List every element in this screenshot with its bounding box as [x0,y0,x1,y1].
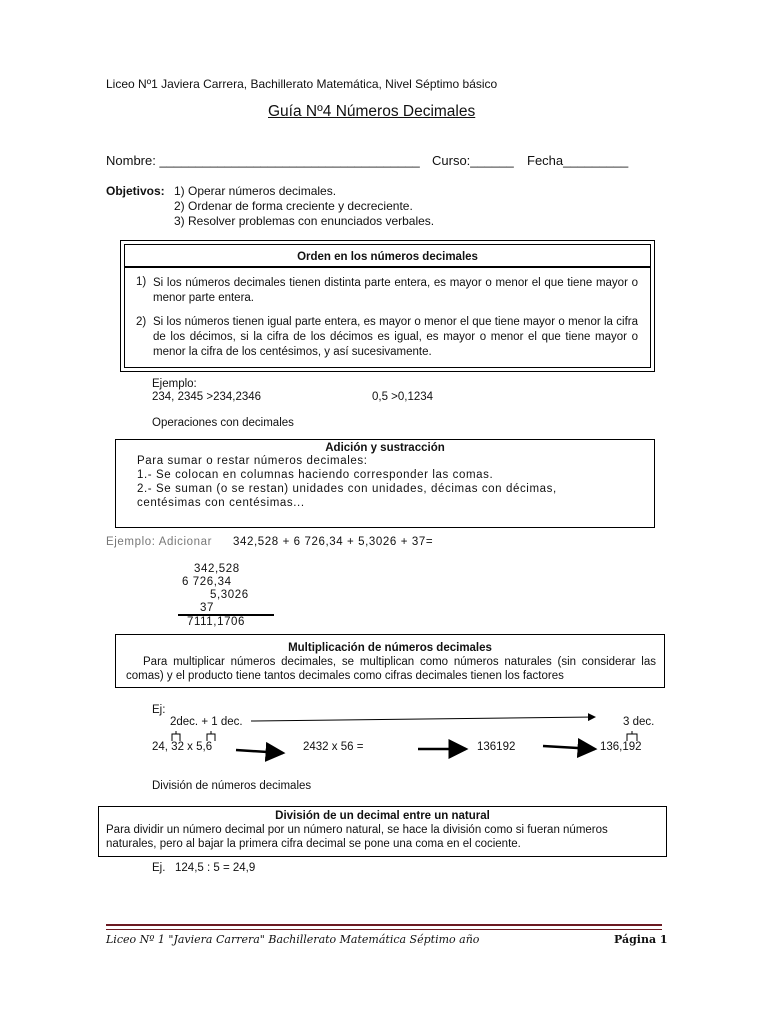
addend: 6 726,34 [182,576,232,588]
mult-step-1: 24, 32 x 5,6 [152,741,213,753]
division-box-title: División de un decimal entre un natural [275,810,490,822]
course-field: Curso:______ [432,153,514,168]
division-text: Para dividir un número decimal por un número natural, se hace la división como si fueran números naturales, pero al bajar la primera cifra decimal se pone una coma en el cociente. [106,824,608,850]
addition-result: 7111,1706 [187,616,246,628]
objectives-label: Objetivos: [106,184,165,198]
objective-item: 2) Ordenar de forma creciente y decreciente. [174,199,413,213]
addition-box-title: Adición y sustracción [325,442,445,454]
page-number: Página 1 [614,933,668,946]
division-label: División de números decimales [152,780,312,792]
bracket-icon [627,731,637,741]
rule-number: 2) [136,316,147,328]
mult-step-3: 136192 [477,741,516,753]
footer-rule [106,924,662,926]
mult-example-label: Ej: [152,704,166,716]
rule-number: 1) [136,276,147,288]
page-title: Guía Nº4 Números Decimales [268,103,476,120]
date-field: Fecha_________ [527,153,629,168]
bracket-icon [207,731,215,741]
order-rule-2: Si los números tienen igual parte entera, es mayor o menor el que tiene mayor o menor la cifra de los décimos, si la cifra de los décimos es igual, es mayor o menor el que tiene mayor o menor la cifra de los centésimos, y así sucesivamente. [153,316,638,358]
decimals-left: 2dec. + 1 dec. [170,716,243,728]
addend: 342,528 [194,563,240,575]
decimals-right: 3 dec. [623,716,655,728]
order-rule-1: Si los números decimales tienen distinta parte entera, es mayor o menor el que tiene mayor o menor parte entera. [153,277,638,304]
footer-text: Liceo Nº 1 "Javiera Carrera" Bachillerato Matemática Séptimo año [106,933,480,946]
arrow-right-icon [236,750,283,753]
order-example-1: 234, 2345 >234,2346 [152,391,262,403]
addition-line: 1.- Se colocan en columnas haciendo corresponder las comas. [137,469,494,481]
addition-expression: 342,528 + 6 726,34 + 5,3026 + 37= [233,536,434,548]
operations-label: Operaciones con decimales [152,417,294,429]
multiplication-text: Para multiplicar números decimales, se multiplican como números naturales (sin considerar las comas) y el producto tiene tantos decimales como cifras decimales tienen los factores [126,656,656,682]
addend: 5,3026 [210,589,249,601]
mult-step-2: 2432 x 56 = [303,741,364,753]
school-line: Liceo Nº1 Javiera Carrera, Bachillerato Matemática, Nivel Séptimo básico [106,77,498,91]
addition-example-label: Ejemplo: Adicionar [106,536,213,548]
example-label: Ejemplo: [152,378,197,390]
footer-rule [106,929,662,930]
name-field: Nombre: ____________________________________ [106,153,420,168]
mult-step-4: 136,192 [600,741,642,753]
addend: 37 [200,602,214,614]
bracket-icon [172,731,180,741]
order-example-2: 0,5 >0,1234 [372,391,434,403]
order-box-title: Orden en los números decimales [297,251,478,263]
addition-line: centésimas con centésimas... [137,497,305,509]
addition-line: 2.- Se suman (o se restan) unidades con unidades, décimas con décimas, [137,483,557,495]
addition-line: Para sumar o restar números decimales: [137,455,368,467]
long-arrow-icon [251,717,595,721]
objective-item: 1) Operar números decimales. [174,184,337,198]
multiplication-box-title: Multiplicación de números decimales [288,642,492,654]
objective-item: 3) Resolver problemas con enunciados verbales. [174,214,435,228]
division-example: Ej. 124,5 : 5 = 24,9 [152,862,256,874]
arrow-right-icon [543,746,595,749]
